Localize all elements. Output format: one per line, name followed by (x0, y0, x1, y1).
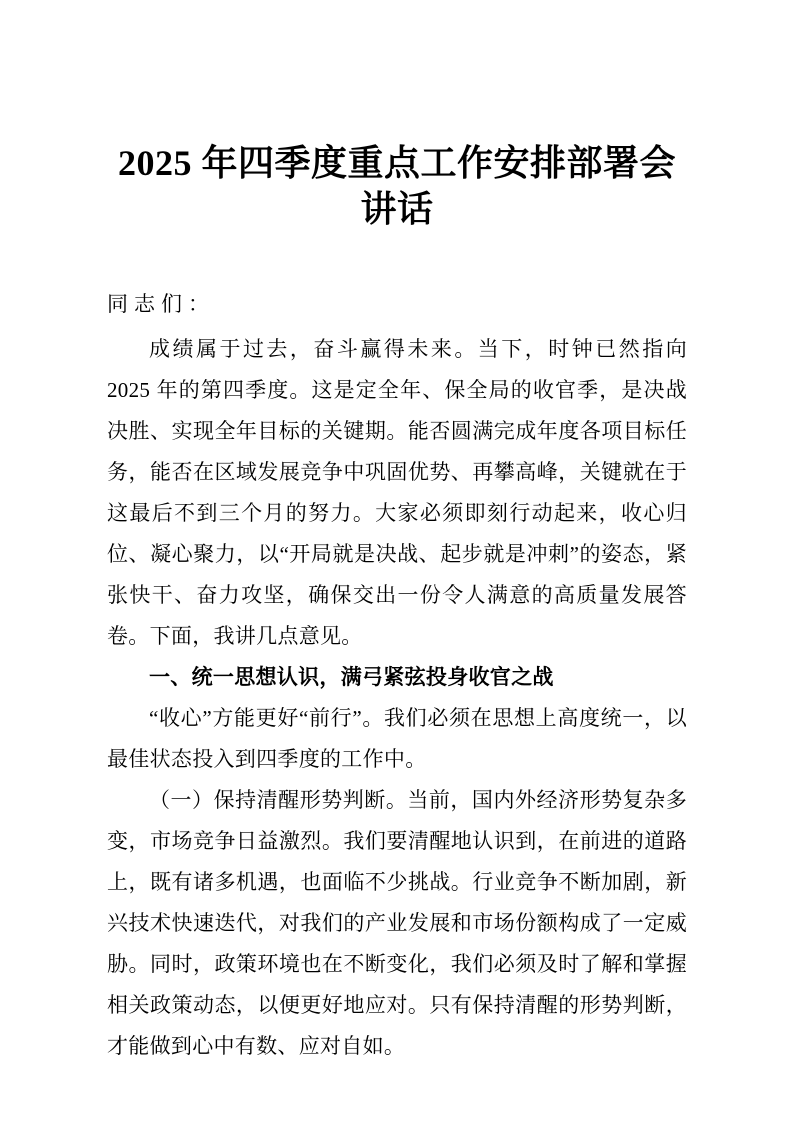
paragraph-section1-lead: “收心”方能更好“前行”。我们必须在思想上高度统一，以最佳状态投入到四季度的工作中。 (107, 706, 687, 771)
salutation: 同志们： (107, 292, 215, 316)
paragraph-intro: 成绩属于过去，奋斗赢得未来。当下，时钟已然指向 2025 年的第四季度。这是定全年、保全局的收官季，是决战决胜、实现全年目标的关键期。能否圆满完成年度各项目标任务，能否在区域发展竞争中巩固优势、再攀高峰，关键就在于这最后不到三个月的努力。大家必须即刻行动起来，收心归位、凝心聚力，以“开局就是决战、起步就是冲刺”的姿态，紧张快干、奋力攻坚，确保交出一份令人满意的高质量发展答卷。下面，我讲几点意见。 (107, 337, 687, 648)
section-1-heading: 一、统一思想认识，满弓紧弦投身收官之战 (149, 665, 554, 689)
paragraph-section1-item1: （一）保持清醒形势判断。当前，国内外经济形势复杂多变，市场竞争日益激烈。我们要清醒地认识到，在前进的道路上，既有诸多机遇，也面临不少挑战。行业竞争不断加剧，新兴技术快速迭代，对我们的产业发展和市场份额构成了一定威胁。同时，政策环境也在不断变化，我们必须及时了解和掌握相关政策动态，以便更好地应对。只有保持清醒的形势判断，才能做到心中有数、应对自如。 (107, 788, 687, 1058)
document-title: 2025 年四季度重点工作安排部署会讲话 (117, 143, 676, 229)
